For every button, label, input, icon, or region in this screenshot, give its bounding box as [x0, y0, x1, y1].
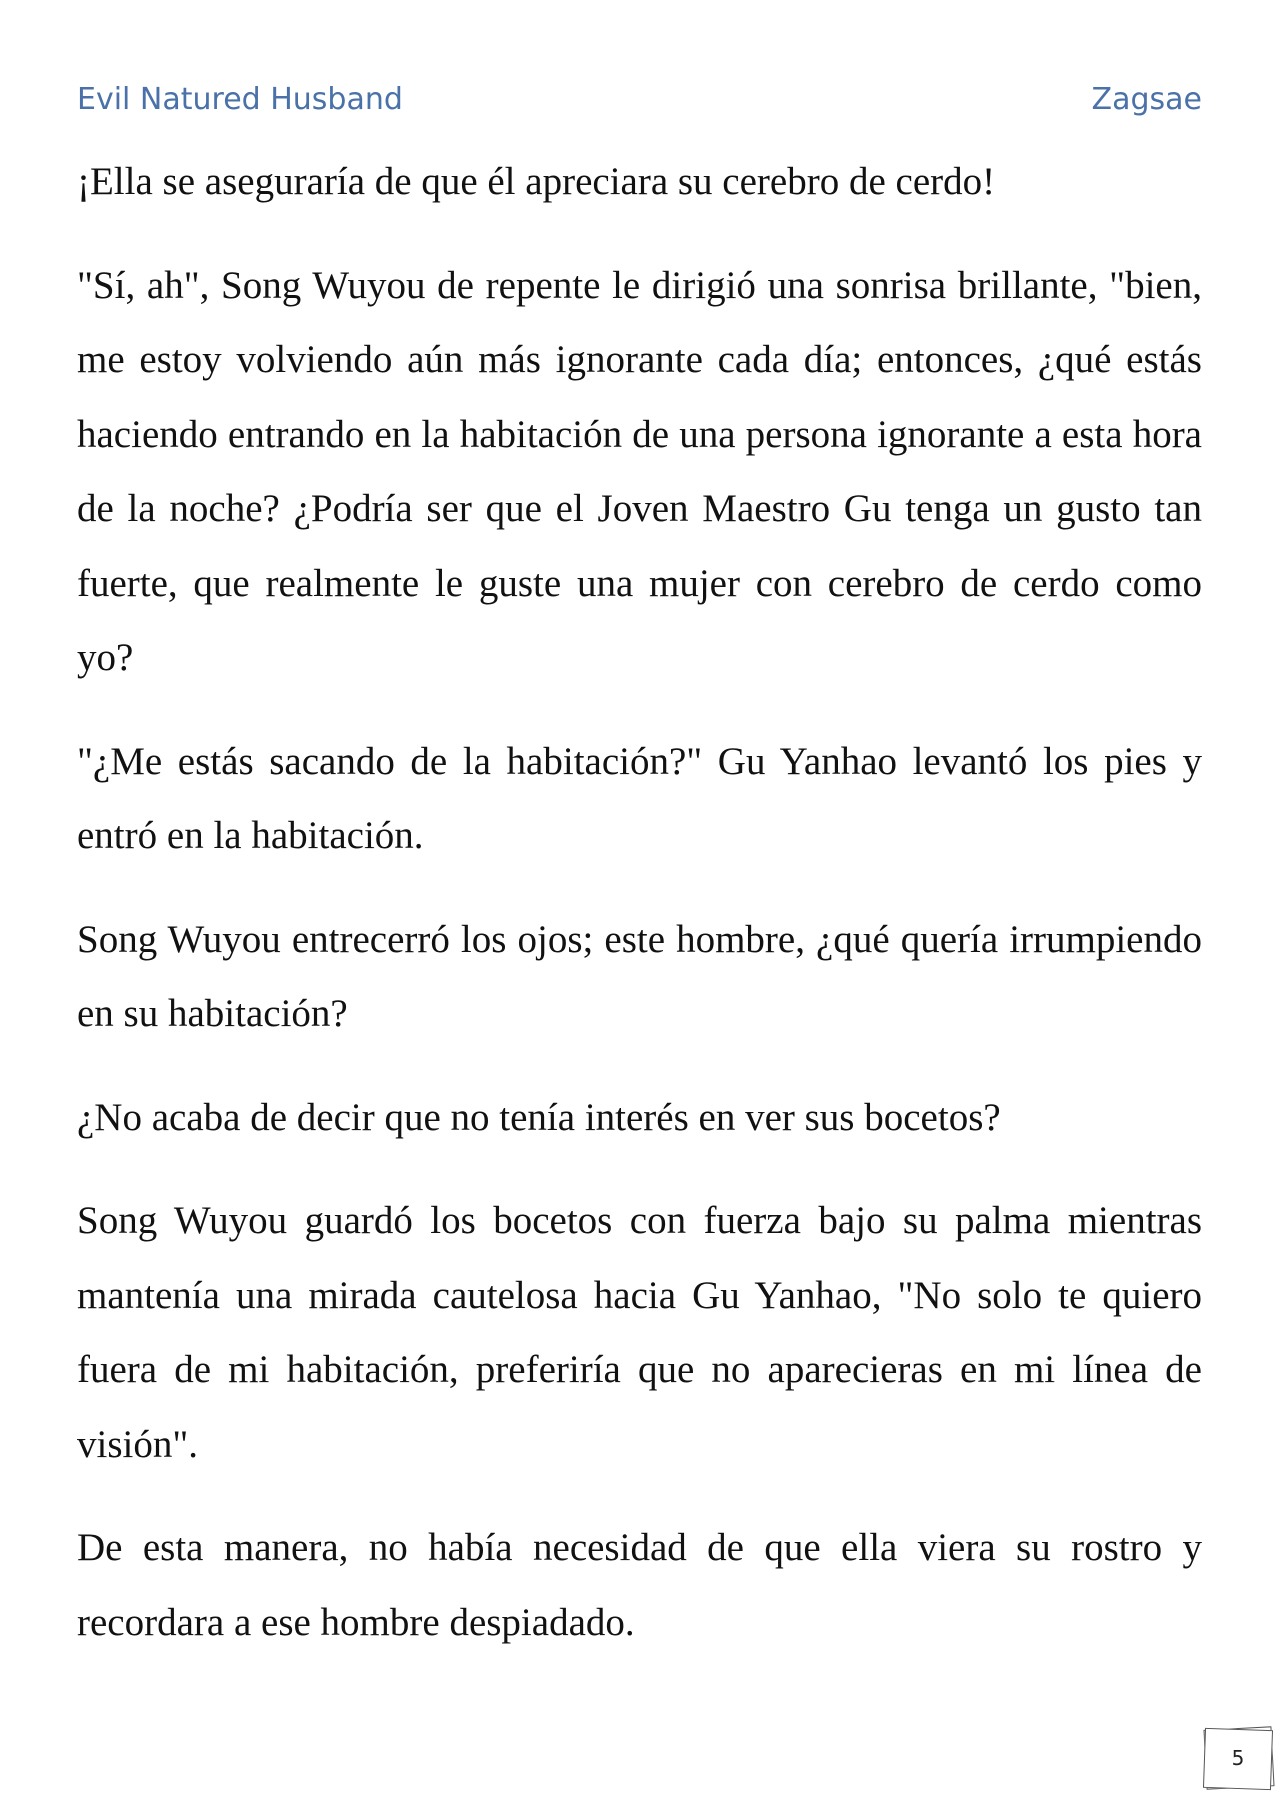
paragraph: ¿No acaba de decir que no tenía interés en ver sus bocetos?: [77, 1095, 1001, 1139]
paragraph: "¿Me estás sacando de la habitación?" Gu Yanhao levantó los pies y entró en la habitación.: [77, 739, 1202, 857]
page-number-badge: [1203, 1727, 1275, 1789]
header-author: Zagsae: [1091, 82, 1202, 117]
page-body: [77, 145, 1202, 1689]
page-number: 5: [1231, 1746, 1245, 1770]
paragraph: Song Wuyou guardó los bocetos con fuerza bajo su palma mientras mantenía una mirada cautelosa hacia Gu Yanhao, "No solo te quiero fuera de mi habitación, preferiría que no aparecieras en mi línea de visión".: [77, 1199, 1202, 1466]
paragraph: ¡Ella se aseguraría de que él apreciara su cerebro de cerdo!: [77, 160, 996, 203]
paragraph: De esta manera, no había necesidad de que ella viera su rostro y recordara a ese hombre despiadado.: [77, 1526, 1202, 1644]
paragraph: Song Wuyou entrecerró los ojos; este hombre, ¿qué quería irrumpiendo en su habitación?: [77, 917, 1202, 1035]
header-book-title: Evil Natured Husband: [77, 82, 403, 117]
paragraph: "Sí, ah", Song Wuyou de repente le dirigió una sonrisa brillante, "bien, me estoy volviendo aún más ignorante cada día; entonces, ¿qué estás haciendo entrando en la habitación de una persona ignorante a esta hora de la noche? ¿Podría ser que el Joven Maestro Gu tenga un gusto tan fuerte, que realmente le guste una mujer con cerebro de cerdo como yo?: [77, 263, 1202, 679]
page-header: [77, 80, 1202, 120]
